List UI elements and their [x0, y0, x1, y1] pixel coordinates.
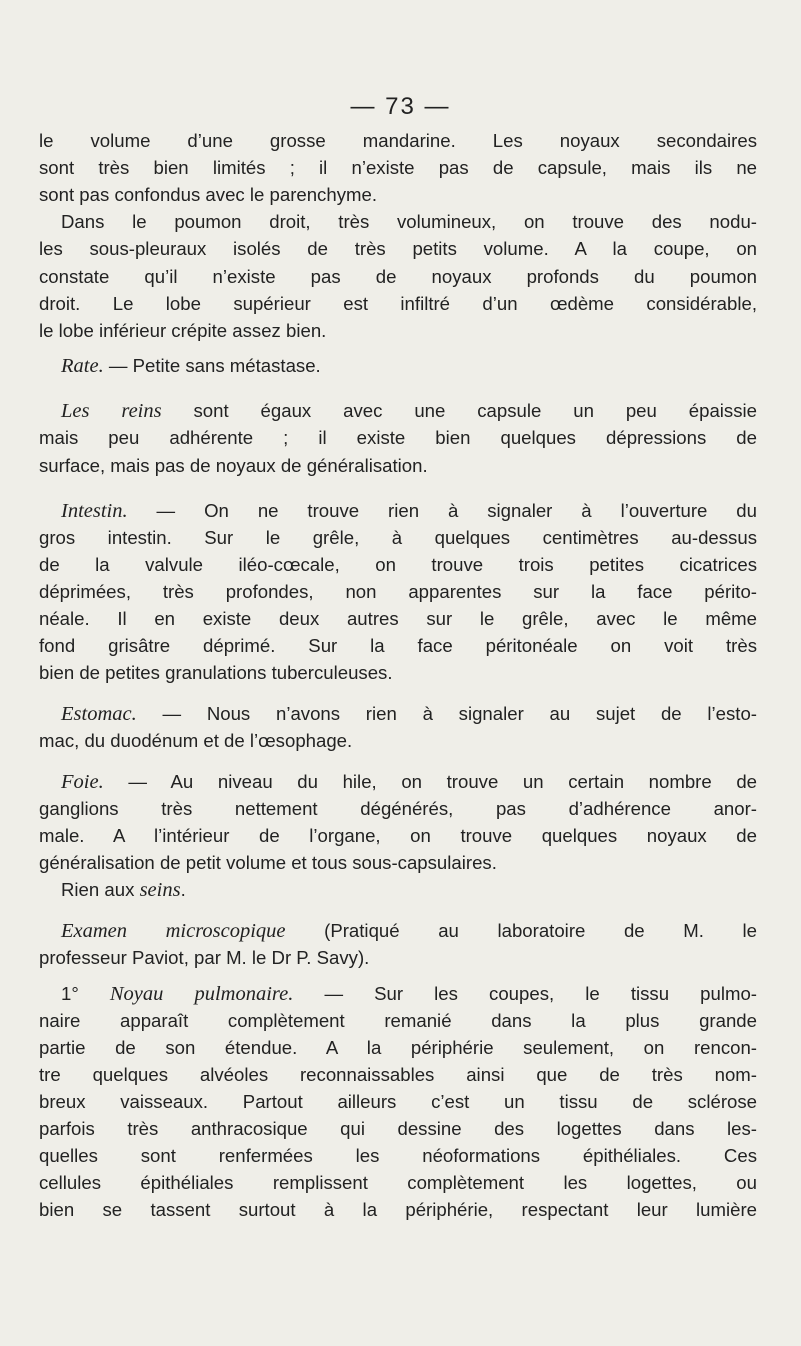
section-heading: Les reins: [61, 400, 162, 422]
text-line: [39, 291, 757, 317]
text-segment: Rien aux: [61, 879, 140, 900]
text-segment: généralisation de petit volume et tous sous-capsulaires.: [39, 852, 497, 873]
section-heading: Rate.: [61, 355, 104, 377]
text-segment: le lobe inférieur crépite assez bien.: [39, 320, 327, 341]
text-line: [39, 660, 559, 686]
text-segment: — Sur les coupes, le tissu pulmo-: [293, 983, 757, 1004]
text-segment: droit. Le lobe supérieur est infiltré d’un œdème considérable,: [39, 293, 757, 314]
text-segment: sont égaux avec une capsule un peu épaissie: [161, 400, 757, 421]
page-number: — 73 —: [350, 93, 451, 120]
text-line: [39, 1008, 757, 1034]
text-line: [39, 264, 757, 290]
text-line: [39, 155, 757, 181]
text-line: [39, 525, 757, 551]
text-line: [39, 1197, 757, 1223]
text-segment: constate qu’il n’existe pas de noyaux profonds du poumon: [39, 266, 757, 287]
text-segment: de la valvule iléo-cœcale, on trouve trois petites cicatrices: [39, 554, 757, 575]
text-segment: ganglions très nettement dégénérés, pas d’adhérence anor-: [39, 798, 757, 819]
text-line: [39, 850, 679, 876]
text-segment: parfois très anthracosique qui dessine des logettes dans les-: [39, 1118, 757, 1139]
text-line: [39, 1143, 757, 1169]
text-segment: — Nous n’avons rien à signaler au sujet de l’esto-: [136, 703, 757, 724]
text-line: [61, 701, 757, 727]
text-segment: mac, du duodénum et de l’œsophage.: [39, 730, 353, 751]
text-segment: partie de son étendue. A la périphérie seulement, on rencon-: [39, 1037, 757, 1058]
text-segment: tre quelques alvéoles reconnaissables ainsi que de très nom-: [39, 1064, 757, 1085]
text-segment: le volume d’une grosse mandarine. Les noyaux secondaires: [39, 130, 757, 151]
text-line: [39, 728, 459, 754]
text-segment: sont très bien limités ; il n’existe pas de capsule, mais ils ne: [39, 157, 757, 178]
text-line: [61, 877, 261, 903]
text-line: [39, 453, 619, 479]
text-segment: sont pas confondus avec le parenchyme.: [39, 184, 377, 205]
text-segment: — Petite sans métastase.: [103, 355, 321, 376]
text-segment: male. A l’intérieur de l’organe, on trouve quelques noyaux de: [39, 825, 757, 846]
text-segment: .: [180, 879, 186, 900]
text-segment: cellules épithéliales remplissent complètement les logettes, ou: [39, 1172, 757, 1193]
text-segment: mais peu adhérente ; il existe bien quelques dépressions de: [39, 427, 757, 448]
text-line: [61, 398, 757, 424]
text-line: [39, 552, 757, 578]
text-line: [61, 981, 757, 1007]
text-segment: quelles sont renfermées les néoformations épithéliales. Ces: [39, 1145, 757, 1166]
text-segment: (Pratiqué au laboratoire de M. le: [285, 920, 757, 941]
section-heading: Estomac.: [61, 703, 137, 725]
text-segment: fond grisâtre déprimé. Sur la face péritonéale on voit très: [39, 635, 757, 656]
section-heading: seins: [139, 879, 181, 901]
section-heading: Examen microscopique: [61, 920, 286, 942]
text-segment: 1°: [61, 983, 110, 1004]
text-line: [39, 1116, 757, 1142]
text-line: [61, 918, 757, 944]
text-segment: néale. Il en existe deux autres sur le grêle, avec le même: [39, 608, 757, 629]
text-segment: surface, mais pas de noyaux de généralisation.: [39, 455, 428, 476]
text-line: [39, 182, 499, 208]
text-segment: — Au niveau du hile, on trouve un certain nombre de: [103, 771, 757, 792]
text-line: [39, 1035, 757, 1061]
text-line: [39, 606, 757, 632]
text-line: [39, 796, 757, 822]
text-line: [39, 823, 757, 849]
section-heading: Foie.: [61, 771, 104, 793]
text-line: [39, 1170, 757, 1196]
text-line: [39, 1089, 757, 1115]
text-segment: naire apparaît complètement remanié dans la plus grande: [39, 1010, 757, 1031]
text-line: [39, 945, 489, 971]
section-heading: Noyau pulmonaire.: [109, 983, 294, 1005]
text-segment: les sous-pleuraux isolés de très petits volume. A la coupe, on: [39, 238, 757, 259]
text-segment: — On ne trouve rien à signaler à l’ouverture du: [127, 500, 757, 521]
text-segment: breux vaisseaux. Partout ailleurs c’est un tissu de sclérose: [39, 1091, 757, 1112]
text-segment: gros intestin. Sur le grêle, à quelques centimètres au-dessus: [39, 527, 757, 548]
text-line: [39, 425, 757, 451]
text-line: [61, 498, 757, 524]
text-line: [39, 236, 757, 262]
text-segment: déprimées, très profondes, non apparentes sur la face périto-: [39, 581, 757, 602]
text-line: [39, 1062, 757, 1088]
text-line: [61, 353, 461, 379]
text-line: [39, 128, 757, 154]
text-segment: bien se tassent surtout à la périphérie, respectant leur lumière: [39, 1199, 757, 1220]
text-segment: bien de petites granulations tuberculeuses.: [39, 662, 393, 683]
text-line: [61, 769, 757, 795]
text-segment: Dans le poumon droit, très volumineux, on trouve des nodu-: [61, 211, 757, 232]
text-line: [39, 633, 757, 659]
section-heading: Intestin.: [61, 500, 128, 522]
text-segment: professeur Paviot, par M. le Dr P. Savy).: [39, 947, 370, 968]
text-line: [61, 209, 757, 235]
text-line: [39, 579, 757, 605]
text-line: [39, 318, 459, 344]
